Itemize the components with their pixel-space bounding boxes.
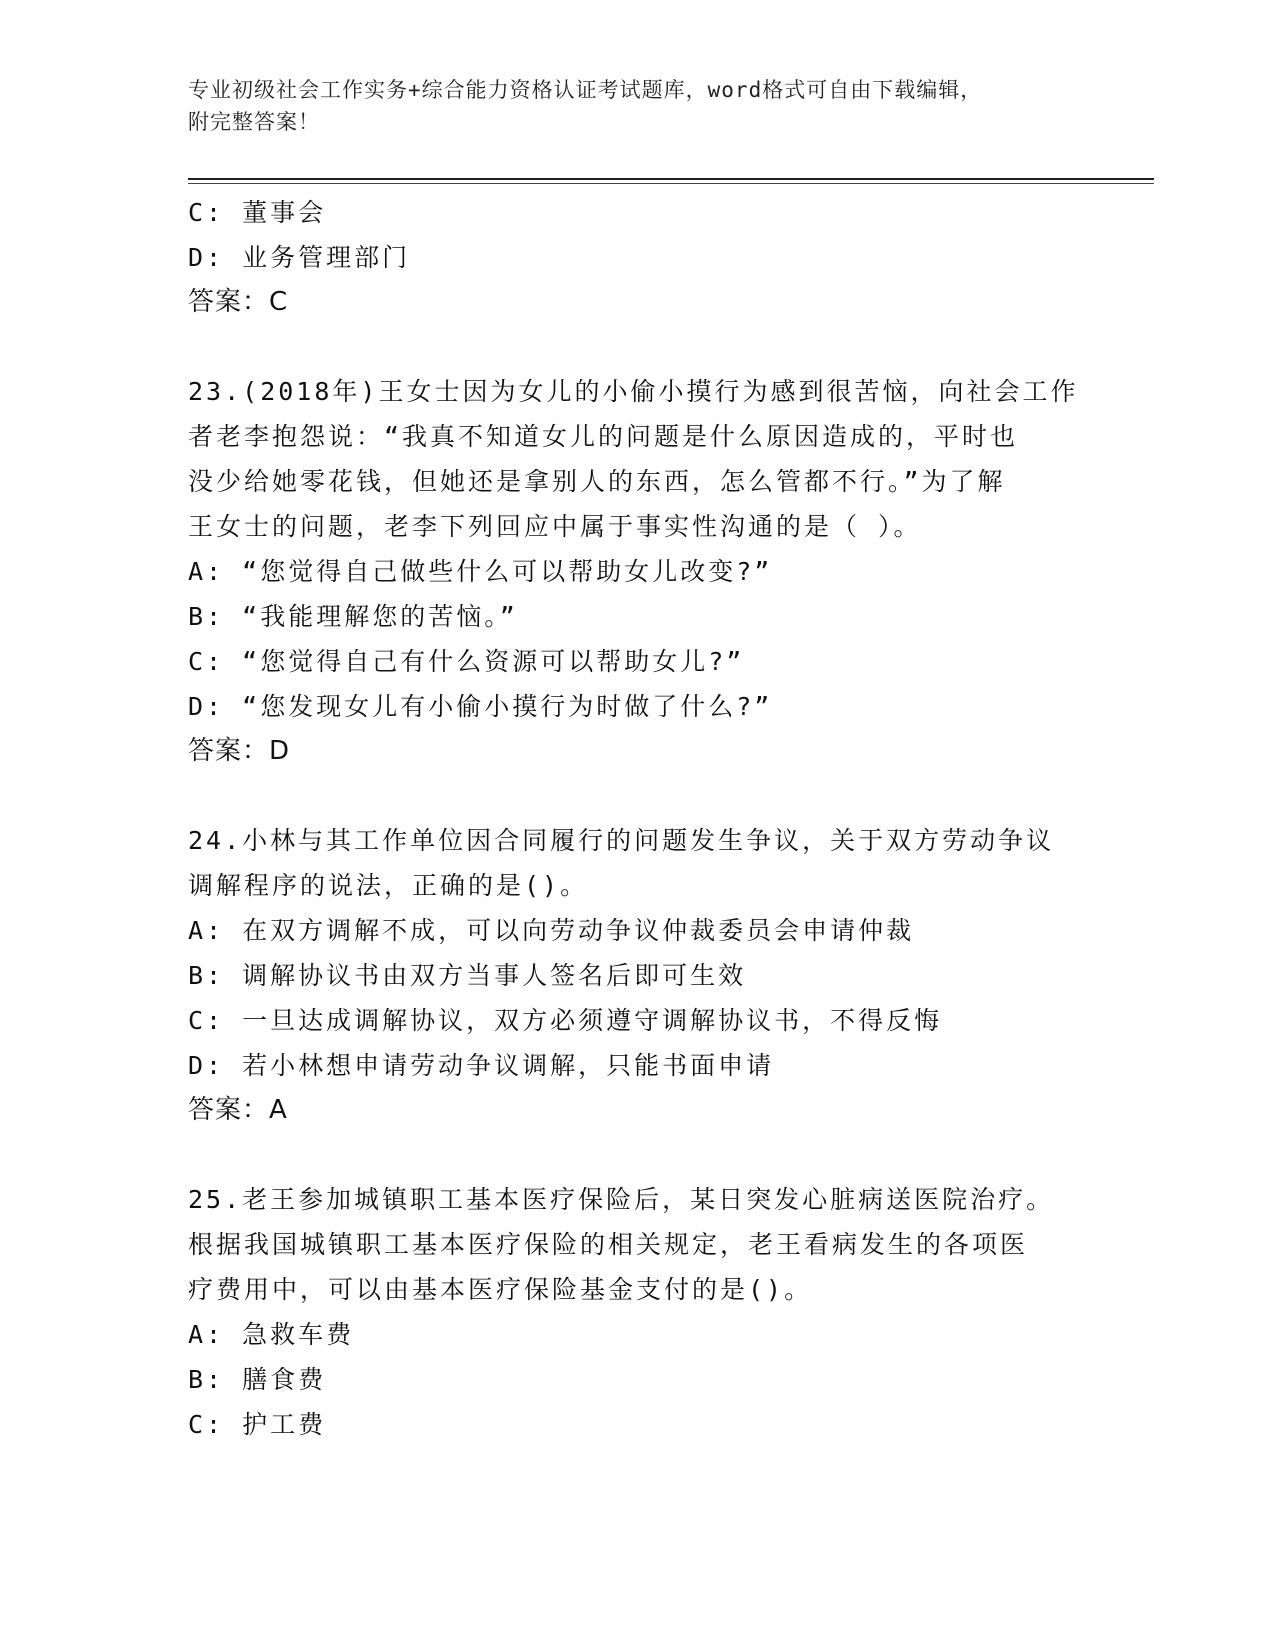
stem-line: 根据我国城镇职工基本医疗保险的相关规定，老王看病发生的各项医 [188,1230,1029,1259]
option-c: C: 护工费 [188,1410,327,1439]
stem-line: 没少给她零花钱，但她还是拿别人的东西，怎么管都不行。”为了解 [188,467,1006,496]
stem-line: 23.(2018年)王女士因为女儿的小偷小摸行为感到很苦恼，向社会工作 [188,377,1079,406]
spacer [188,325,1088,369]
option-b: B: 膳食费 [188,1365,327,1394]
spacer [188,774,1088,818]
option-a: A: “您觉得自己做些什么可以帮助女儿改变?” [188,557,773,586]
option-c: C: 一旦达成调解协议，双方必须遵守调解协议书，不得反悔 [188,1006,943,1035]
question-stem [188,818,1088,908]
header-line-2: 附完整答案！ [188,110,320,134]
stem-line: 25.老王参加城镇职工基本医疗保险后，某日突发心脏病送医院治疗。 [188,1185,1055,1214]
prev-question-tail [188,190,1088,325]
document-body [188,190,1088,1447]
option-d: D: 若小林想申请劳动争议调解，只能书面申请 [188,1051,775,1080]
answer-label: 答案：A [188,1095,288,1125]
answer-label: 答案：C [188,287,289,317]
stem-line: 王女士的问题，老李下列回应中属于事实性沟通的是（ ）。 [188,512,922,541]
question-stem [188,369,1088,549]
stem-line: 者老李抱怨说：“我真不知道女儿的问题是什么原因造成的，平时也 [188,422,1019,451]
option-a: A: 急救车费 [188,1320,355,1349]
question-23 [188,369,1088,774]
spacer [188,1133,1088,1177]
question-25 [188,1177,1088,1447]
answer-label: 答案：D [188,736,291,766]
question-stem [188,1177,1088,1312]
header-divider-thin [188,183,1154,184]
header-line-1: 专业初级社会工作实务+综合能力资格认证考试题库，word格式可自由下载编辑， [188,78,983,102]
stem-line: 疗费用中，可以由基本医疗保险基金支付的是()。 [188,1275,813,1304]
option-a: A: 在双方调解不成，可以向劳动争议仲裁委员会申请仲裁 [188,916,915,945]
option-c: C: “您觉得自己有什么资源可以帮助女儿?” [188,647,745,676]
document-header [188,74,1078,138]
question-24 [188,818,1088,1133]
option-c: C: 董事会 [188,198,327,227]
header-divider-thick [188,178,1154,180]
option-b: B: 调解协议书由双方当事人签名后即可生效 [188,961,747,990]
option-d: D: 业务管理部门 [188,243,411,272]
stem-line: 24.小林与其工作单位因合同履行的问题发生争议，关于双方劳动争议 [188,826,1055,855]
option-b: B: “我能理解您的苦恼。” [188,602,518,631]
option-d: D: “您发现女儿有小偷小摸行为时做了什么?” [188,692,773,721]
stem-line: 调解程序的说法，正确的是()。 [188,871,589,900]
